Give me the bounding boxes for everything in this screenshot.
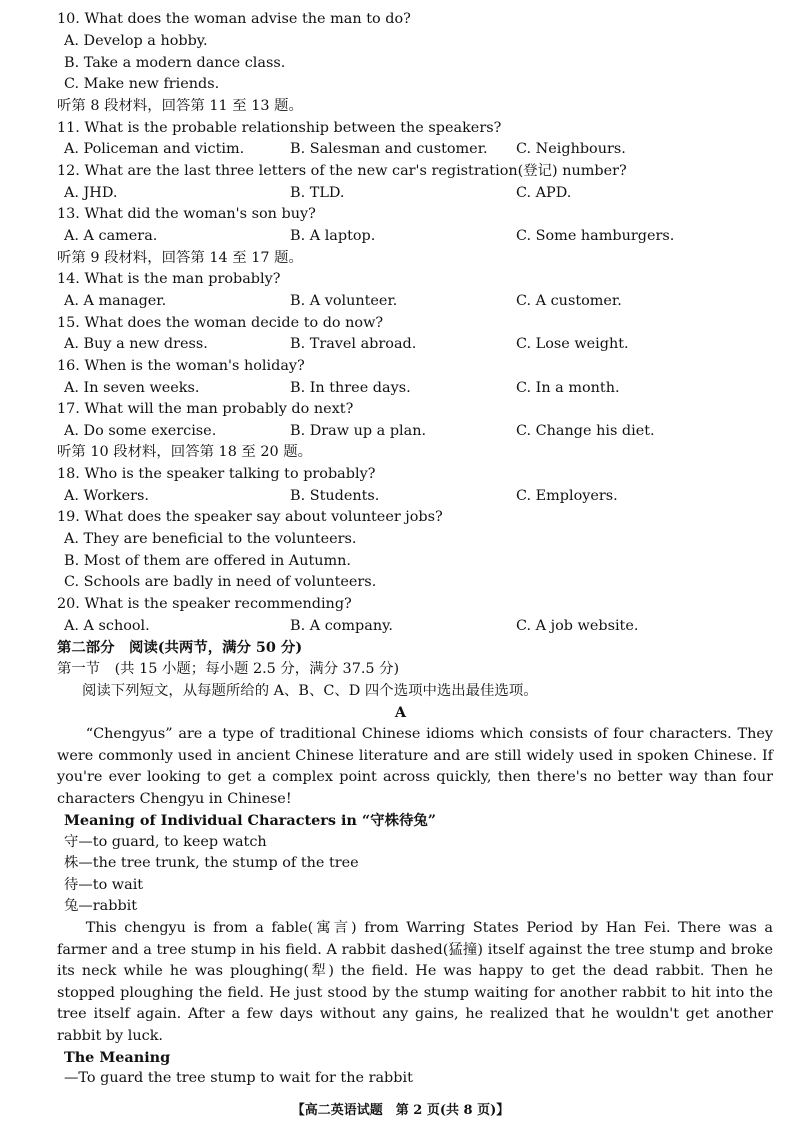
section-9-instruction: 听第 9 段材料，回答第 14 至 17 题。	[57, 250, 303, 266]
question-15-stem: 15. What does the woman decide to do now?	[57, 315, 384, 331]
passage-paragraph-1: “Chengyus” are a type of traditional Chinese idioms which consists of four characters. They were commonly used in ancient Chinese literature and are still widely used in spoken Chinese. If you're ever looking to get a complex point across quickly, then there's no better way than four characters Chengyu in Chinese!	[57, 726, 773, 807]
question-20-option-b: B. A company.	[290, 618, 393, 634]
question-17-stem: 17. What will the man probably do next?	[57, 401, 354, 417]
reading-instruction: 阅读下列短文，从每题所给的 A、B、C、D 四个选项中选出最佳选项。	[82, 683, 538, 699]
question-11-option-c: C. Neighbours.	[516, 141, 626, 157]
question-19-option-c: C. Schools are badly in need of volunteers.	[64, 574, 377, 590]
question-14-option-b: B. A volunteer.	[290, 293, 398, 309]
question-19-stem: 19. What does the speaker say about volunteer jobs?	[57, 509, 443, 525]
question-20-option-a: A. A school.	[64, 618, 150, 634]
question-16-option-b: B. In three days.	[290, 380, 411, 396]
question-11-stem: 11. What is the probable relationship between the speakers?	[57, 120, 502, 136]
passage-paragraph-2: This chengyu is from a fable(寓言) from Warring States Period by Han Fei. There was a farmer and a tree stump in his field. A rabbit dashed(猛撞) itself against the tree stump and broke its neck while he was ploughing(犁) the field. He was happy to get the dead rabbit. Then he stopped ploughing the field. He just stood by the stump waiting for another rabbit to hit into the tree itself again. After a few days without any gains, he realized that he wouldn't get another rabbit by luck.	[57, 920, 773, 1044]
question-12-option-a: A. JHD.	[64, 185, 118, 201]
question-14-stem: 14. What is the man probably?	[57, 271, 281, 287]
question-15-option-c: C. Lose weight.	[516, 336, 629, 352]
question-19-option-a: A. They are beneficial to the volunteers.	[64, 531, 357, 547]
question-14-option-c: C. A customer.	[516, 293, 622, 309]
question-13-option-a: A. A camera.	[64, 228, 158, 244]
page-footer: 【高二英语试题 第 2 页(共 8 页)】	[291, 1103, 510, 1118]
question-17-option-c: C. Change his diet.	[516, 423, 655, 439]
character-line-4: 兔—rabbit	[64, 898, 138, 914]
question-18-option-a: A. Workers.	[64, 488, 149, 504]
question-18-option-c: C. Employers.	[516, 488, 618, 504]
question-11-option-b: B. Salesman and customer.	[290, 141, 488, 157]
character-line-3: 待—to wait	[64, 877, 144, 893]
question-10-option-c: C. Make new friends.	[64, 76, 220, 92]
character-line-2: 株—the tree trunk, the stump of the tree	[64, 855, 359, 871]
section-10-instruction: 听第 10 段材料，回答第 18 至 20 题。	[57, 444, 313, 460]
meaning-heading: Meaning of Individual Characters in “守株待兔”	[64, 812, 437, 829]
question-18-option-b: B. Students.	[290, 488, 380, 504]
question-17-option-a: A. Do some exercise.	[64, 423, 217, 439]
question-16-stem: 16. When is the woman's holiday?	[57, 358, 305, 374]
passage-letter: A	[394, 704, 407, 721]
question-11-option-a: A. Policeman and victim.	[64, 141, 245, 157]
character-line-1: 守—to guard, to keep watch	[64, 834, 267, 850]
question-16-option-c: C. In a month.	[516, 380, 620, 396]
question-12-option-b: B. TLD.	[290, 185, 345, 201]
question-20-option-c: C. A job website.	[516, 618, 639, 634]
question-12-option-c: C. APD.	[516, 185, 572, 201]
question-13-stem: 13. What did the woman's son buy?	[57, 206, 316, 222]
part-2-heading: 第二部分 阅读(共两节，满分 50 分)	[57, 639, 303, 656]
question-10-option-b: B. Take a modern dance class.	[64, 55, 286, 71]
question-17-option-b: B. Draw up a plan.	[290, 423, 427, 439]
question-14-option-a: A. A manager.	[64, 293, 167, 309]
question-10-stem: 10. What does the woman advise the man to do?	[57, 11, 411, 27]
question-18-stem: 18. Who is the speaker talking to probably?	[57, 466, 376, 482]
meaning-line: —To guard the tree stump to wait for the rabbit	[64, 1070, 413, 1086]
question-15-option-a: A. Buy a new dress.	[64, 336, 208, 352]
question-10-option-a: A. Develop a hobby.	[64, 33, 208, 49]
the-meaning-heading: The Meaning	[64, 1049, 171, 1066]
question-13-option-b: B. A laptop.	[290, 228, 376, 244]
question-16-option-a: A. In seven weeks.	[64, 380, 200, 396]
section-8-instruction: 听第 8 段材料，回答第 11 至 13 题。	[57, 98, 303, 114]
question-13-option-c: C. Some hamburgers.	[516, 228, 675, 244]
question-20-stem: 20. What is the speaker recommending?	[57, 596, 352, 612]
section-1-heading: 第一节 (共 15 小题；每小题 2.5 分，满分 37.5 分)	[57, 661, 400, 677]
question-19-option-b: B. Most of them are offered in Autumn.	[64, 553, 351, 569]
question-15-option-b: B. Travel abroad.	[290, 336, 417, 352]
question-12-stem: 12. What are the last three letters of the new car's registration(登记) number?	[57, 163, 627, 179]
